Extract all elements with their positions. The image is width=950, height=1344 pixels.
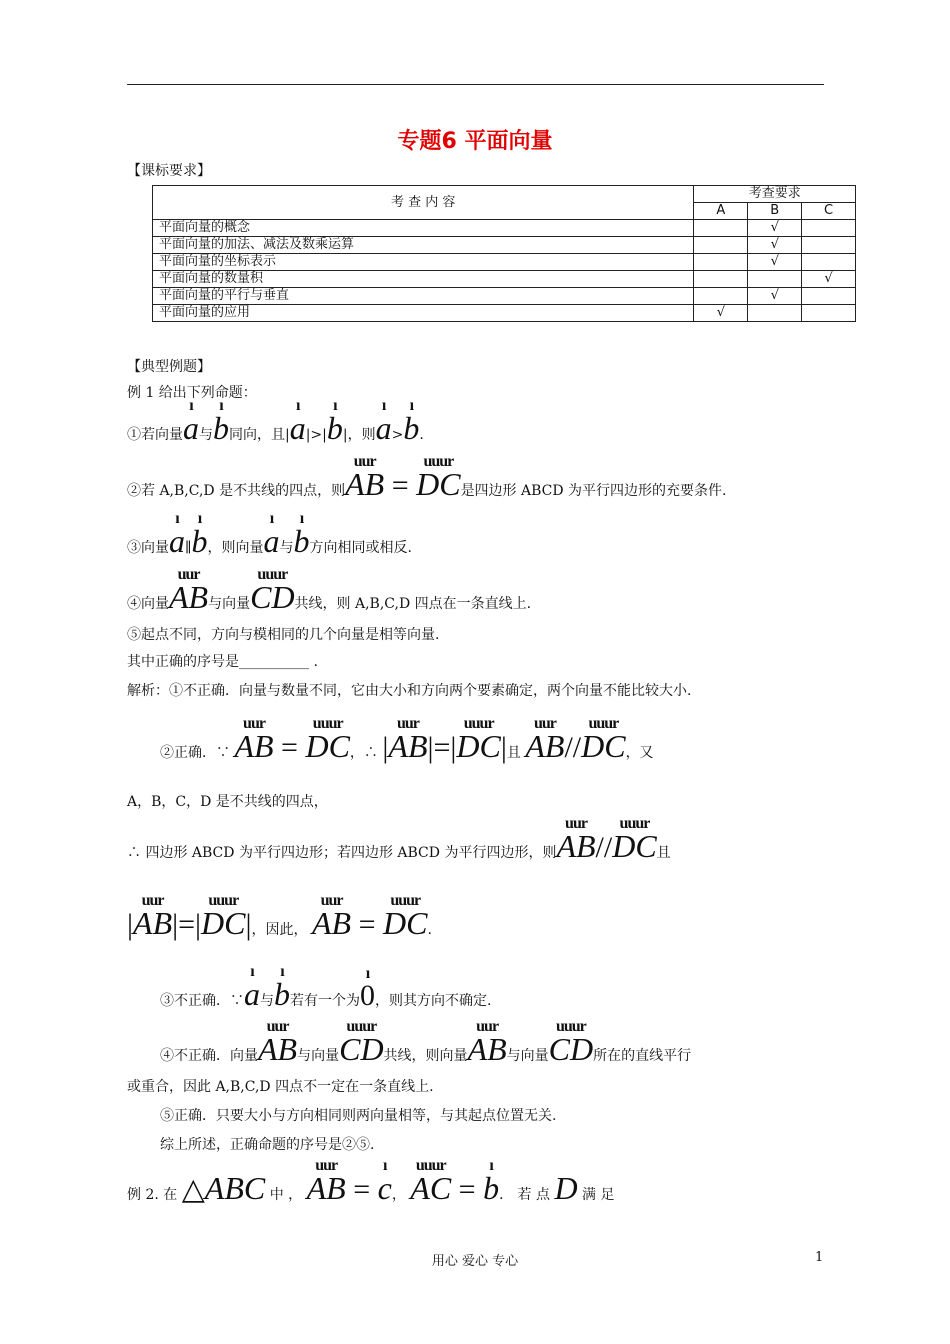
solution-4b: 或重合，因此 A,B,C,D 四点不一定在一条直线上.	[127, 1079, 434, 1095]
table-header-req: 考查要求	[694, 186, 856, 203]
vector-b: ı b	[274, 963, 290, 1012]
table-row	[153, 254, 856, 271]
header-rule	[127, 84, 824, 85]
vector-ab: uur AB	[133, 892, 173, 941]
row-a	[694, 288, 748, 305]
row-b	[748, 305, 802, 322]
row-item: 平面向量的坐标表示	[153, 254, 694, 271]
vector-ab: uur AB	[306, 1157, 346, 1206]
solution-2: ②正确．∵ uur AB = uuur DC，∴ | uur AB|=| uuur DC|且 uur AB// uuur DC，又	[160, 715, 654, 764]
prop-4: ④向量 uur AB与向量 uuur CD共线，则 A,B,C,D 四点在一条直线上.	[127, 566, 532, 615]
section-requirements: 【课标要求】	[127, 163, 211, 179]
vector-b: ı b	[191, 510, 208, 559]
row-b: √	[748, 254, 802, 271]
question: 其中正确的序号是__________ .	[127, 654, 318, 670]
row-b: √	[748, 220, 802, 237]
vector-ac: uuur AC	[410, 1157, 452, 1206]
row-item: 平面向量的应用	[153, 305, 694, 322]
example2: 例 2. 在 △ABC 中 ， uur AB = ı c， uuur AC = ı b． 若 点 D 满 足	[127, 1157, 615, 1206]
row-a	[694, 254, 748, 271]
row-c	[802, 254, 856, 271]
row-a	[694, 271, 748, 288]
row-c: √	[802, 271, 856, 288]
vector-ab: uur AB	[556, 815, 596, 864]
prop-3: ③向量 ı a∥ ı b，则向量 ı a与 ı b方向相同或相反.	[127, 510, 412, 559]
vector-c: ı c	[377, 1157, 392, 1206]
level-a: A	[694, 203, 748, 220]
table-header-content: 考 查 内 容	[153, 186, 694, 220]
vector-ab: uur AB	[525, 715, 565, 764]
vector-b: ı b	[293, 510, 310, 559]
table-row	[153, 271, 856, 288]
solution-2b: A，B，C，D 是不共线的四点，	[127, 794, 328, 810]
vector-a: ı a	[169, 510, 185, 559]
vector-b: ı b	[326, 397, 343, 446]
vector-cd: uuur CD	[548, 1018, 594, 1067]
row-b	[748, 271, 802, 288]
vector-ab: uur AB	[345, 453, 385, 502]
solution-1: 解析：①不正确．向量与数量不同，它由大小和方向两个要素确定，两个向量不能比较大小.	[127, 683, 692, 699]
vector-ab: uur AB	[467, 1018, 507, 1067]
table-row	[153, 220, 856, 237]
table-row	[153, 288, 856, 305]
section-examples: 【典型例题】	[127, 359, 211, 375]
row-b: √	[748, 288, 802, 305]
prop-5: ⑤起点不同，方向与模相同的几个向量是相等向量.	[127, 627, 440, 643]
vector-ab: uur AB	[234, 715, 274, 764]
vector-ab: uur AB	[169, 566, 209, 615]
prop-1: ①若向量 ı a与 ı b同向，且| ı a|>| ı b|，则 ı a> ı b.	[127, 397, 424, 446]
vector-ab: uur AB	[311, 892, 352, 941]
vector-dc: uuur DC	[305, 715, 350, 764]
row-a: √	[694, 305, 748, 322]
vector-dc: uuur DC	[456, 715, 501, 764]
vector-cd: uuur CD	[339, 1018, 384, 1067]
vector-b: ı b	[483, 1157, 500, 1206]
solution-5: ⑤正确．只要大小与方向相同则两向量相等，与其起点位置无关.	[160, 1108, 557, 1124]
solution-2c: ∴ 四边形 ABCD 为平行四边形；若四边形 ABCD 为平行四边形，则 uur AB// uuur DC且	[127, 815, 671, 864]
solution-2d: | uur AB|=| uuur DC|，因此， uur AB = uuur DC.	[127, 892, 432, 941]
level-c: C	[802, 203, 856, 220]
level-b: B	[748, 203, 802, 220]
row-item: 平面向量的概念	[153, 220, 694, 237]
vector-ab: uur AB	[258, 1018, 298, 1067]
vector-dc: uuur DC	[382, 892, 428, 941]
vector-a: ı a	[183, 397, 199, 446]
vector-b: ı b	[403, 397, 420, 446]
row-item: 平面向量的平行与垂直	[153, 288, 694, 305]
table-row	[153, 305, 856, 322]
vector-dc: uuur DC	[201, 892, 246, 941]
row-item: 平面向量的数量积	[153, 271, 694, 288]
example1-intro: 例 1 给出下列命题：	[127, 385, 257, 401]
table-row	[153, 237, 856, 254]
solution-4: ④不正确．向量 uur AB与向量 uuur CD共线，则向量 uur AB与向量 uuur CD所在的直线平行	[160, 1018, 692, 1067]
row-c	[802, 288, 856, 305]
row-b: √	[748, 237, 802, 254]
row-c	[802, 237, 856, 254]
row-c	[802, 220, 856, 237]
vector-ab: uur AB	[388, 715, 428, 764]
vector-a: ı a	[263, 510, 280, 559]
vector-dc: uuur DC	[612, 815, 657, 864]
row-a	[694, 237, 748, 254]
footer: 用心 爱心 专心	[431, 1254, 519, 1269]
vector-dc: uuur DC	[416, 453, 461, 502]
vector-a: ı a	[244, 963, 260, 1012]
page-title: 专题6 平面向量	[397, 129, 553, 154]
zero-vector: ı 0	[360, 965, 375, 1012]
summary: 综上所述，正确命题的序号是②⑤.	[160, 1137, 375, 1153]
requirements-table	[152, 185, 856, 322]
vector-b: ı b	[213, 397, 229, 446]
page-number: 1	[815, 1250, 824, 1265]
vector-cd: uuur CD	[250, 566, 295, 615]
row-item: 平面向量的加法、减法及数乘运算	[153, 237, 694, 254]
vector-a: ı a	[375, 397, 392, 446]
vector-dc: uuur DC	[581, 715, 626, 764]
solution-3: ③不正确．∵ ı a与 ı b若有一个为 ı 0，则其方向不确定.	[160, 963, 492, 1012]
prop-2: ②若 A,B,C,D 是不共线的四点，则 uur AB = uuur DC是四边形 ABCD 为平行四边形的充要条件.	[127, 453, 727, 502]
row-c	[802, 305, 856, 322]
row-a	[694, 220, 748, 237]
vector-a: ı a	[289, 397, 306, 446]
